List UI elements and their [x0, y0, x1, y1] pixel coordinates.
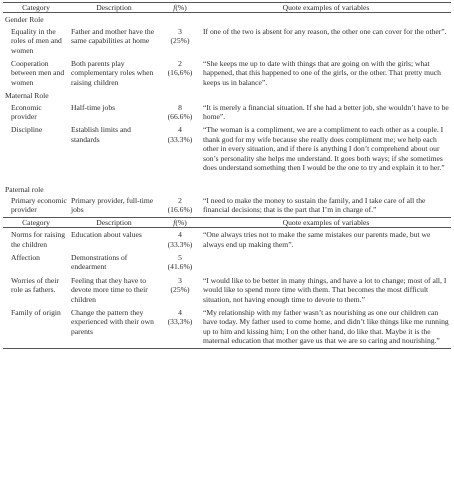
frequency-percent: (41.6%): [167, 262, 193, 272]
header-frequency-suffix: (%): [175, 3, 187, 12]
row-frequency: [159, 306, 201, 348]
section-row: [3, 13, 451, 25]
row-description: Demonstrations of endearment: [71, 252, 128, 272]
row-quote: If one of the two is absent for any reason, the other one can cover for the other”.: [203, 26, 447, 36]
frequency-percent: (16.6%): [167, 205, 193, 215]
table-row: [3, 57, 451, 89]
spacer-row: [3, 175, 451, 183]
row-description: Primary provider, full-time jobs: [71, 195, 154, 215]
header-frequency: [159, 3, 201, 13]
row-frequency: [159, 101, 201, 124]
row-description: Both parents play complementary roles when raising children: [71, 59, 154, 87]
frequency-percent: (33.3%): [167, 134, 193, 144]
header-category: Category: [3, 3, 69, 13]
header-frequency-suffix: (%): [175, 217, 187, 227]
table-header-row: [3, 217, 451, 227]
frequency-percent: (33.3%): [167, 239, 193, 249]
header-frequency: [159, 217, 201, 227]
row-frequency: [159, 57, 201, 89]
frequency-percent: (25%): [170, 36, 190, 46]
header-description: Description: [69, 3, 159, 13]
row-quote: “She keeps me up to date with things that are going on with the girls; what happened, that this happened to one of the girls, or the other. That pretty much keeps us in balance”.: [203, 59, 441, 87]
table-row: [3, 251, 451, 274]
table-header-row: [3, 3, 451, 13]
row-quote: “I need to make the money to sustain the family, and I take care of all the financial decisions; that is the part that I’m in charge of.”: [203, 195, 426, 215]
frequency-count: 2: [178, 195, 182, 205]
row-quote: [201, 251, 451, 274]
qualitative-results-table: [3, 2, 451, 349]
section-row: [3, 183, 451, 194]
row-frequency: [159, 194, 201, 217]
table-row: [3, 228, 451, 251]
frequency-count: 3: [178, 26, 182, 36]
row-frequency: [159, 25, 201, 57]
frequency-percent: (16,6%): [167, 68, 193, 78]
table-row: [3, 123, 451, 174]
frequency-count: 4: [178, 125, 182, 135]
row-category: Primary economic provider: [11, 195, 67, 215]
row-description: Half-time jobs: [71, 102, 116, 112]
row-category: Norms for raising the children: [11, 230, 65, 249]
row-description: Education about values: [71, 230, 142, 240]
spacer-cell: [3, 175, 451, 183]
row-quote: “The woman is a compliment, we are a compliment to each other as a couple. I thank god for my wife because she really does compliment me; we help each other in every situation, and if there is anything I don’t comprehend about our son’s personality she helps me understand. It goes both ways; if she sometimes does understand something then I would be the one to try and explain it to her.”: [203, 125, 445, 173]
row-category: Discipline: [11, 125, 43, 135]
row-description: Change the pattern they experienced with their own parents: [69, 306, 159, 348]
row-category: Affection: [11, 252, 40, 262]
section-paternal-role: Paternal role: [5, 184, 44, 194]
row-description: Feeling that they have to devote more time to their children: [71, 275, 148, 304]
table-row: [3, 194, 451, 217]
row-description: Father and mother have the same capabilities at home: [71, 26, 155, 46]
row-frequency: [159, 274, 201, 306]
header-frequency-f: f: [173, 217, 176, 227]
header-quote: Quote examples of variables: [201, 217, 451, 227]
frequency-percent: (33,3%): [167, 317, 193, 327]
section-gender-role: Gender Role: [5, 15, 44, 25]
table-row: [3, 306, 451, 348]
table-row: [3, 25, 451, 57]
row-quote: “I would like to be better in many things, and have a lot to change; most of all, I would like to spend more time with them. That becomes the most difficult situation, not having enough time to devote to them.”: [203, 275, 447, 304]
table-row: [3, 274, 451, 306]
frequency-count: 4: [178, 307, 182, 317]
frequency-count: 4: [178, 230, 182, 240]
section-maternal-role: Maternal Role: [5, 91, 49, 101]
row-category: Family of origin: [3, 306, 69, 348]
row-quote: “My relationship with my father wasn’t as nourishing as one our children can have today. My father used to come home, and didn’t like things like me running up to him and kissing him; I on the other hand, do like that. Maybe it is the maternal education that mother gave us that we are so caring and nourishing.”: [201, 306, 451, 348]
frequency-count: 2: [178, 59, 182, 69]
row-category: Economic provider: [11, 102, 42, 122]
frequency-count: 3: [178, 275, 182, 285]
header-frequency-f: f: [173, 3, 176, 12]
row-category: Cooperation between men and women: [11, 59, 65, 87]
frequency-count: 5: [178, 252, 182, 262]
row-frequency: [159, 228, 201, 251]
section-row: [3, 89, 451, 100]
row-quote: “One always tries not to make the same mistakes our parents made, but we always end up making them”.: [203, 230, 431, 249]
row-category: Equality in the roles of men and women: [11, 26, 62, 55]
table-row: [3, 101, 451, 124]
row-category: Worries of their role as fathers.: [11, 275, 59, 295]
row-frequency: [159, 251, 201, 274]
frequency-percent: (25%): [170, 285, 190, 295]
header-quote: Quote examples of variables: [201, 3, 451, 13]
row-description: Establish limits and standards: [71, 125, 131, 144]
row-frequency: [159, 123, 201, 174]
header-description: Description: [69, 217, 159, 227]
frequency-percent: (66.6%): [167, 112, 193, 122]
row-quote: “It is merely a financial situation. If she had a better job, she wouldn’t have to be home”.: [203, 102, 449, 122]
frequency-count: 8: [178, 102, 182, 112]
header-category: Category: [3, 217, 69, 227]
